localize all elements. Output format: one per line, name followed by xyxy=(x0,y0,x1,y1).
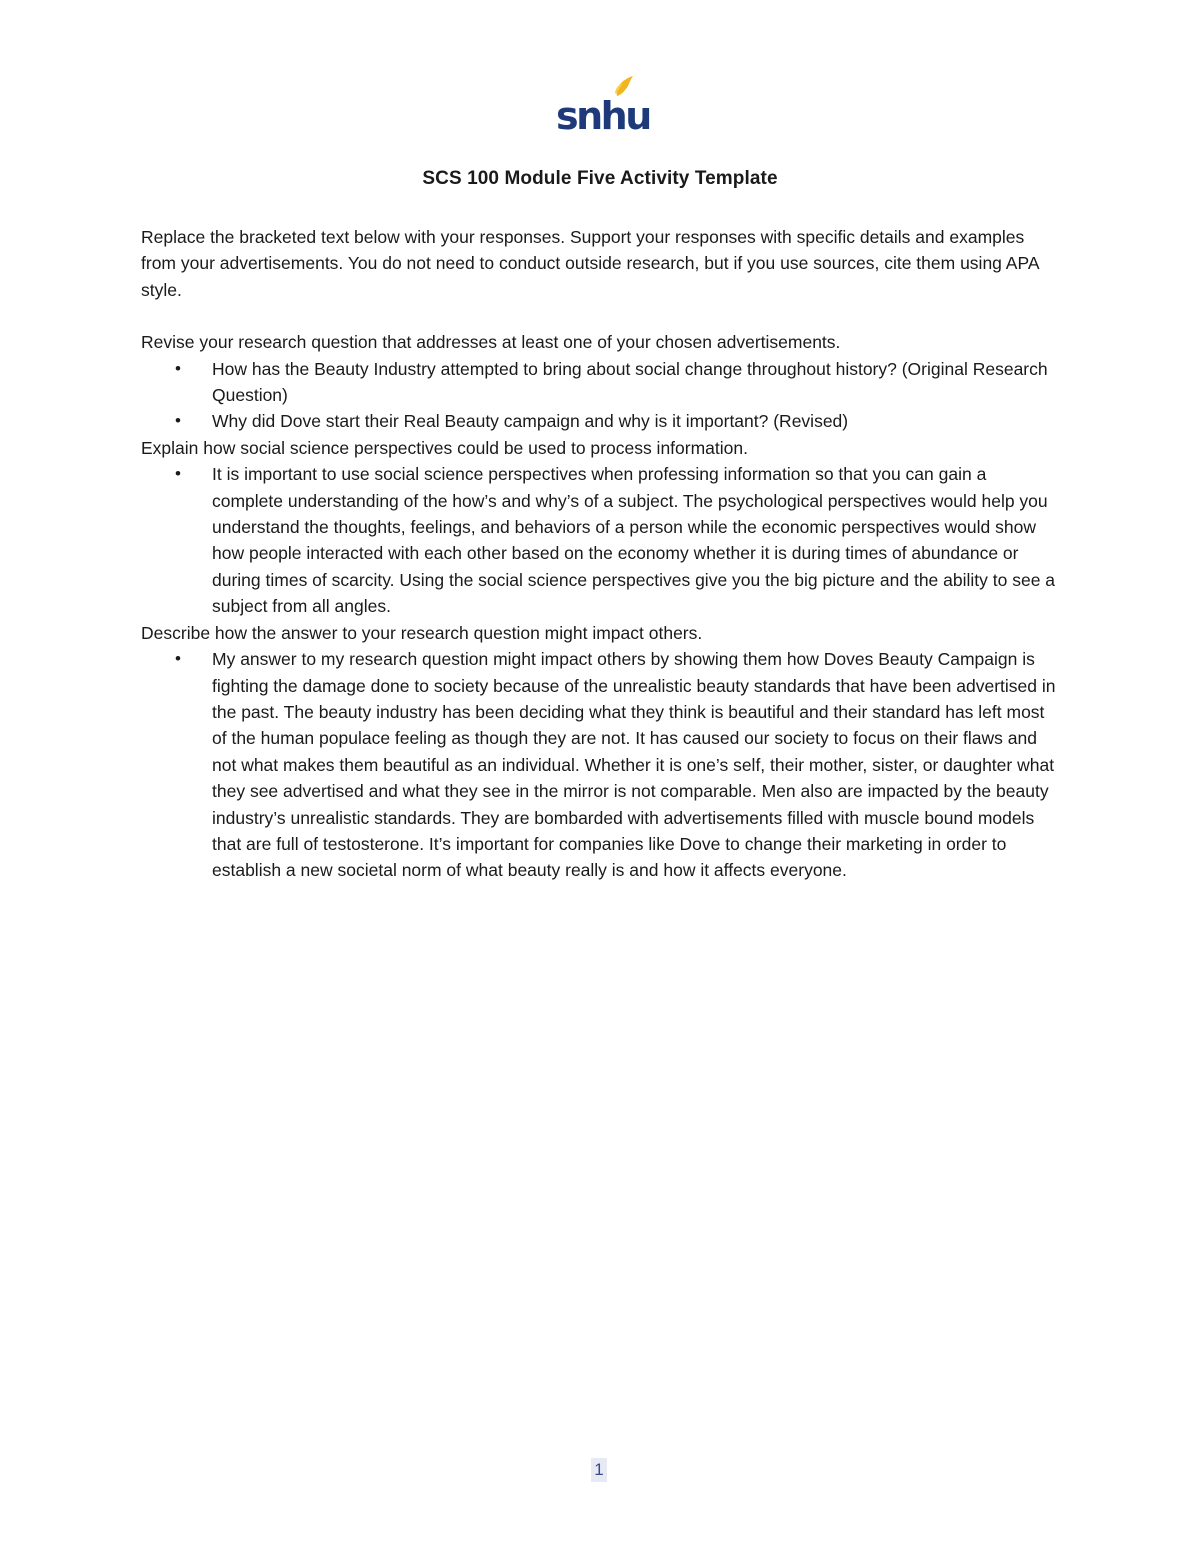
document-title: SCS 100 Module Five Activity Template xyxy=(422,168,778,189)
list-item xyxy=(141,646,1061,884)
list-item-text: My answer to my research question might impact others by showing them how Doves Beauty Campaign is fighting the damage done to society because of the unrealistic beauty standards that have been advertised in the past. The beauty industry has been deciding what they think is beautiful and their standard has left most of the human populace feeling as though they are not. It has caused our society to focus on their flaws and not what makes them beautiful as an individual. Whether it is one’s self, their mother, sister, or daughter what they see advertised and what they see in the mirror is not comparable. Men also are impacted by the beauty industry’s unrealistic standards. They are bombarded with advertisements filled with muscle bound models that are full of testosterone. It’s important for companies like Dove to change their marketing in order to establish a new societal norm of what beauty really is and how it affects everyone. xyxy=(212,649,1056,881)
list-item xyxy=(141,408,1061,434)
list-item xyxy=(141,461,1061,619)
section-prompt-perspectives: Explain how social science perspectives could be used to process information. xyxy=(141,437,748,458)
flame-leaf-icon xyxy=(615,76,633,96)
bullet-list-research-question xyxy=(141,356,1061,435)
bullet-icon: • xyxy=(175,649,181,669)
bullet-list-impact xyxy=(141,646,1061,884)
bullet-icon: • xyxy=(175,411,181,431)
list-item xyxy=(141,356,1061,409)
section-prompt-research-question: Revise your research question that addresses at least one of your chosen advertisements. xyxy=(141,332,841,353)
bullet-icon: • xyxy=(175,464,181,484)
intro-paragraph: Replace the bracketed text below with your responses. Support your responses with specific details and examples from your advertisements. You do not need to conduct outside research, but if you use sources, cite them using APA style. xyxy=(141,227,1039,300)
list-item-text: Why did Dove start their Real Beauty campaign and why is it important? (Revised) xyxy=(212,411,849,432)
section-prompt-impact: Describe how the answer to your research question might impact others. xyxy=(141,622,703,643)
bullet-list-perspectives xyxy=(141,461,1061,619)
document-body xyxy=(141,224,1061,884)
snhu-logo xyxy=(555,72,650,138)
list-item-text: It is important to use social science perspectives when professing information so that you can gain a complete understanding of the how’s and why’s of a subject. The psychological perspectives would help you understand the thoughts, feelings, and behaviors of a person while the economic perspectives would show how people interacted with each other based on the economy whether it is during times of abundance or during times of scarcity. Using the social science perspectives give you the big picture and the ability to see a subject from all angles. xyxy=(212,464,1056,617)
page-number: 1 xyxy=(591,1458,607,1482)
logo-wordmark: snhu xyxy=(556,94,650,138)
bullet-icon: • xyxy=(175,358,181,378)
list-item-text: How has the Beauty Industry attempted to bring about social change throughout history? (Original Research Question) xyxy=(212,358,1048,406)
